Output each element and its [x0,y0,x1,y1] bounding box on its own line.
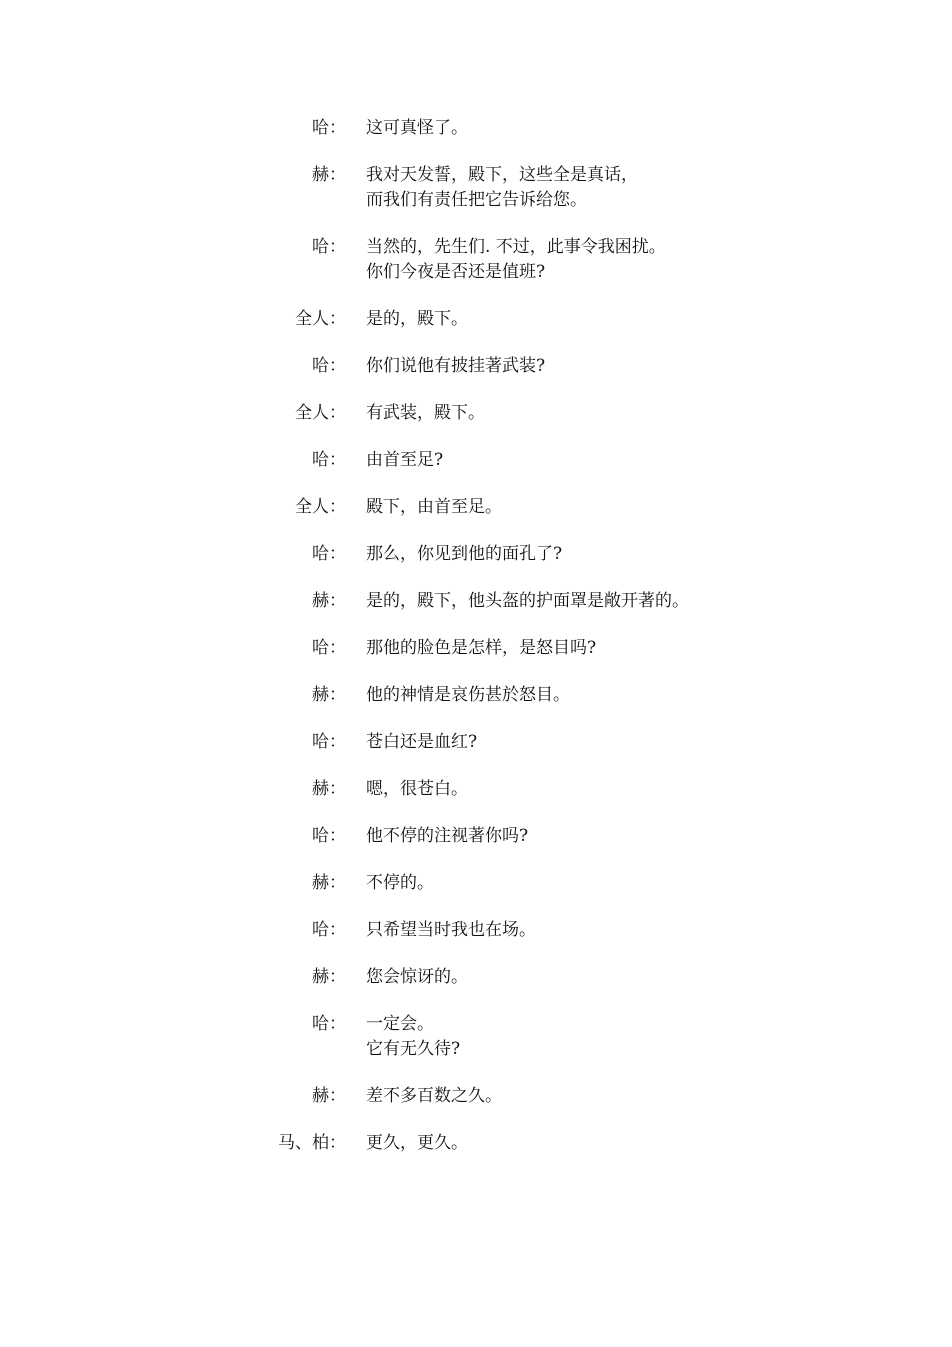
dialogue-entry [0,777,952,802]
speaker-label: 赫： [312,1086,346,1106]
dialogue-entry [0,235,952,285]
speaker-label: 赫： [312,685,346,705]
dialogue-text [366,636,596,661]
speaker-label: 哈： [312,638,346,658]
speaker-label: 哈： [312,544,346,564]
speaker-label: 哈： [312,920,346,940]
dialogue-line: 只希望当时我也在场。 [366,920,536,940]
dialogue-text [366,918,536,943]
speaker-label: 哈： [312,356,346,376]
speaker-label: 赫： [312,165,346,185]
dialogue-script [0,116,952,1178]
dialogue-line: 那他的脸色是怎样，是怒目吗? [366,638,597,658]
speaker-label: 哈： [312,450,346,470]
dialogue-text [366,235,666,285]
dialogue-text [366,1084,502,1109]
dialogue-entry [0,918,952,943]
dialogue-entry [0,1084,952,1109]
speaker-label: 哈： [312,826,346,846]
dialogue-line: 有武装，殿下。 [366,403,485,423]
dialogue-text [366,1012,460,1062]
dialogue-entry [0,589,952,614]
dialogue-text [366,354,545,379]
dialogue-entry [0,824,952,849]
dialogue-line: 它有无久待? [366,1039,461,1059]
dialogue-text [366,1131,468,1156]
dialogue-entry [0,448,952,473]
speaker-label: 赫： [312,591,346,611]
speaker-label: 全人： [295,403,346,423]
dialogue-entry [0,1131,952,1156]
speaker-label: 赫： [312,967,346,987]
dialogue-line: 是的，殿下，他头盔的护面罩是敞开著的。 [366,591,689,611]
dialogue-text [366,307,468,332]
dialogue-line: 你们说他有披挂著武装? [366,356,546,376]
dialogue-entry [0,636,952,661]
dialogue-line: 这可真怪了。 [366,118,468,138]
dialogue-text [366,542,562,567]
dialogue-entry [0,871,952,896]
dialogue-line: 而我们有责任把它告诉给您。 [366,190,587,210]
dialogue-line: 他不停的注视著你吗? [366,826,529,846]
dialogue-entry [0,163,952,213]
dialogue-entry [0,683,952,708]
dialogue-text [366,730,477,755]
dialogue-text [366,871,434,896]
dialogue-text [366,777,468,802]
dialogue-entry [0,401,952,426]
dialogue-line: 更久，更久。 [366,1133,468,1153]
dialogue-entry [0,730,952,755]
dialogue-text [366,163,638,213]
dialogue-entry [0,354,952,379]
speaker-label: 马、柏： [278,1133,346,1153]
dialogue-entry [0,307,952,332]
dialogue-entry [0,1012,952,1062]
dialogue-text [366,495,502,520]
dialogue-text [366,116,468,141]
speaker-label: 哈： [312,237,346,257]
speaker-label: 哈： [312,118,346,138]
dialogue-entry [0,495,952,520]
dialogue-entry [0,116,952,141]
dialogue-line: 你们今夜是否还是值班? [366,262,546,282]
dialogue-line: 当然的，先生们. 不过，此事令我困扰。 [366,237,666,257]
dialogue-text [366,824,528,849]
dialogue-line: 殿下，由首至足。 [366,497,502,517]
speaker-label: 赫： [312,779,346,799]
dialogue-line: 我对天发誓，殿下，这些全是真话， [366,165,638,185]
dialogue-line: 一定会。 [366,1014,434,1034]
dialogue-line: 那么，你见到他的面孔了? [366,544,563,564]
dialogue-line: 他的神情是哀伤甚於怒目。 [366,685,570,705]
speaker-label: 赫： [312,873,346,893]
dialogue-line: 不停的。 [366,873,434,893]
dialogue-line: 苍白还是血红? [366,732,478,752]
speaker-label: 哈： [312,1014,346,1034]
dialogue-line: 是的，殿下。 [366,309,468,329]
dialogue-entry [0,965,952,990]
dialogue-line: 差不多百数之久。 [366,1086,502,1106]
speaker-label: 全人： [295,497,346,517]
speaker-label: 全人： [295,309,346,329]
speaker-label: 哈： [312,732,346,752]
dialogue-text [366,965,468,990]
dialogue-line: 您会惊讶的。 [366,967,468,987]
dialogue-text [366,448,443,473]
dialogue-line: 嗯，很苍白。 [366,779,468,799]
dialogue-text [366,683,570,708]
dialogue-line: 由首至足? [366,450,444,470]
dialogue-text [366,401,485,426]
dialogue-text [366,589,689,614]
dialogue-entry [0,542,952,567]
